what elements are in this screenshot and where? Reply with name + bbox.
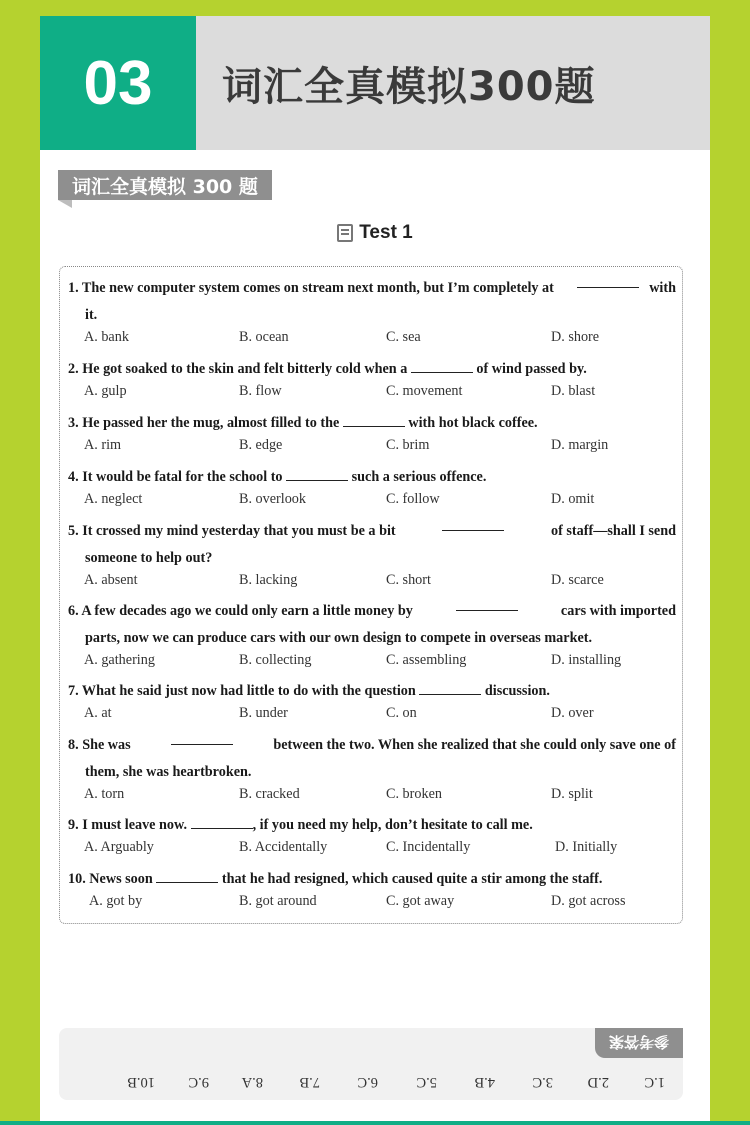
answer-item: 6.C [357,1074,378,1090]
answer-item: 4.B [474,1074,495,1090]
section-ribbon: 词汇全真模拟 300 题 [58,170,272,200]
option[interactable]: B. Accidentally [239,839,328,855]
answer-blank[interactable] [343,414,405,427]
question-text: that he had resigned, which caused quite a stir among the staff. [221,871,603,887]
question [68,678,676,705]
options [84,705,676,731]
question-text: parts, now we can produce cars with our own design to compete in overseas market. [85,630,593,646]
question-text: them, she was heartbroken. [85,764,252,780]
question [68,356,676,383]
question [68,732,676,786]
ribbon-tail [58,200,72,208]
option[interactable]: C. movement [386,383,463,399]
question-text: cars with imported [560,603,676,619]
option[interactable]: B. edge [239,437,283,453]
answer-blank[interactable] [191,816,253,829]
test-heading [40,222,710,244]
answer-item: 3.C [532,1074,553,1090]
answer-key-label: 参考答案 [595,1028,683,1058]
bottom-bar [0,1121,750,1125]
option[interactable]: D. installing [551,652,622,668]
document-icon [337,224,353,242]
question-text: 2. He got soaked to the skin and felt bitterly cold when a [68,361,408,377]
test-title: Test 1 [359,222,413,243]
options [84,893,676,919]
question [68,275,676,329]
option[interactable]: B. collecting [239,652,312,668]
answer-key-row [69,1070,665,1090]
question [68,866,676,893]
question [68,812,676,839]
option[interactable]: B. under [239,705,288,721]
options [84,839,676,865]
question-text: 6. A few decades ago we could only earn a little money by [68,603,413,619]
question-text: , if you need my help, don’t hesitate to call me. [252,817,533,833]
options [84,491,676,517]
options [84,786,676,812]
option[interactable]: C. sea [386,329,421,345]
option[interactable]: D. split [551,786,593,802]
option[interactable]: C. Incidentally [386,839,471,855]
option[interactable]: D. scarce [551,572,604,588]
option[interactable]: D. margin [551,437,609,453]
option[interactable]: B. lacking [239,572,298,588]
question-text: it. [85,307,98,323]
option[interactable]: C. on [386,705,417,721]
option[interactable]: A. gathering [84,652,155,668]
option[interactable]: C. follow [386,491,440,507]
question-text: 3. He passed her the mug, almost filled to the [68,415,340,431]
answer-blank[interactable] [411,360,473,373]
option[interactable]: C. assembling [386,652,467,668]
option[interactable]: D. omit [551,491,595,507]
answer-blank[interactable] [171,732,233,745]
option[interactable]: D. shore [551,329,600,345]
answer-item: 5.C [416,1074,437,1090]
question-text: discussion. [484,683,550,699]
question-text: 1. The new computer system comes on stream next month, but I’m completely at [68,280,554,296]
option[interactable]: D. blast [551,383,596,399]
option[interactable]: C. broken [386,786,442,802]
question-box [59,266,683,924]
option[interactable]: A. Arguably [84,839,154,855]
chapter-header [40,16,710,150]
question [68,410,676,437]
option[interactable]: D. Initially [555,839,618,855]
option[interactable]: A. absent [84,572,138,588]
question-text: 7. What he said just now had little to do with the question [68,683,416,699]
answer-blank[interactable] [419,682,481,695]
question-text: between the two. When she realized that she could only save one of [273,737,676,753]
answer-blank[interactable] [442,518,504,531]
option[interactable]: C. got away [386,893,455,909]
option[interactable]: A. got by [89,893,143,909]
chapter-title: 词汇全真模拟300题 [222,63,596,110]
options [84,652,676,678]
question [68,518,676,572]
option[interactable]: D. got across [551,893,626,909]
option[interactable]: C. brim [386,437,430,453]
answer-blank[interactable] [456,598,518,611]
question-text: 8. She was [68,737,131,753]
option[interactable]: B. cracked [239,786,300,802]
answer-item: 9.C [188,1074,209,1090]
answer-blank[interactable] [577,275,639,288]
option[interactable]: A. bank [84,329,129,345]
question-text: of staff—shall I send [551,523,676,539]
question-text: 5. It crossed my mind yesterday that you must be a bit [68,523,396,539]
question-text: 10. News soon [68,871,153,887]
options [84,329,676,355]
option[interactable]: B. got around [239,893,317,909]
option[interactable]: B. overlook [239,491,306,507]
option[interactable]: A. rim [84,437,122,453]
answer-blank[interactable] [286,468,348,481]
option[interactable]: D. over [551,705,594,721]
question [68,598,676,652]
options [84,383,676,409]
option[interactable]: A. torn [84,786,125,802]
question-text: with hot black coffee. [408,415,538,431]
answer-item: 2.D [587,1074,609,1090]
question-text: 4. It would be fatal for the school to [68,469,283,485]
answer-item: 1.C [644,1074,665,1090]
option[interactable]: A. neglect [84,491,143,507]
question-text: 9. I must leave now. [68,817,188,833]
option[interactable]: B. flow [239,383,282,399]
question-text: of wind passed by. [476,361,587,377]
answer-key-panel [59,1028,683,1100]
option[interactable]: A. at [84,705,112,721]
options [84,572,676,598]
answer-item: 10.B [127,1074,155,1090]
question [68,464,676,491]
answer-blank[interactable] [156,870,218,883]
question-text: such a serious offence. [351,469,487,485]
option[interactable]: B. ocean [239,329,289,345]
page [40,16,710,1125]
options [84,437,676,463]
answer-item: 8.A [241,1074,263,1090]
chapter-number: 03 [40,16,196,150]
question-text: with [649,280,676,296]
option[interactable]: A. gulp [84,383,127,399]
answer-item: 7.B [299,1074,320,1090]
question-text: someone to help out? [85,550,213,566]
option[interactable]: C. short [386,572,431,588]
